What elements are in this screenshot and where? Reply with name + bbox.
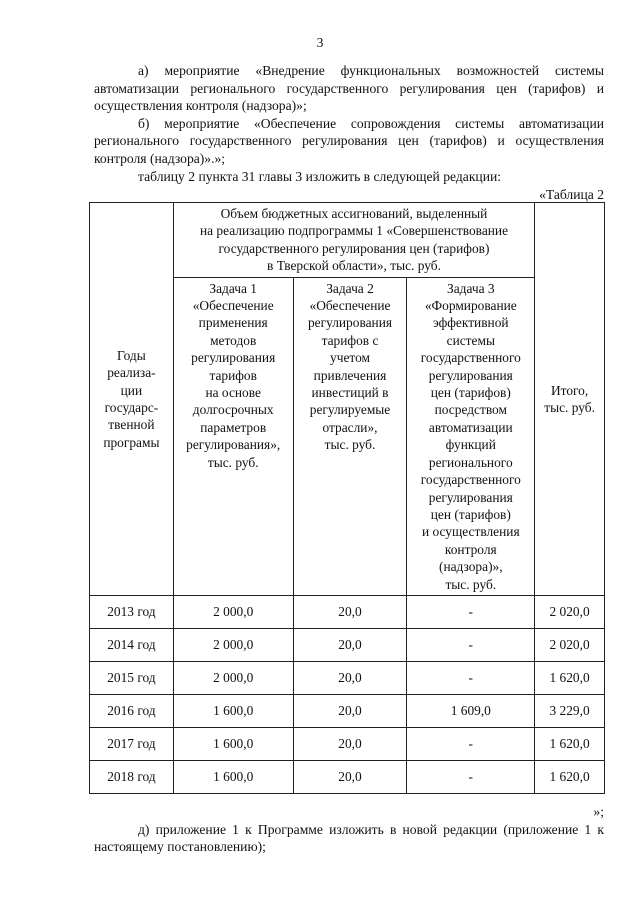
cell-total: 2 020,0 <box>535 595 605 628</box>
cell-task3: - <box>407 760 535 793</box>
cell-task1: 2 000,0 <box>173 595 293 628</box>
cell-task1: 2 000,0 <box>173 628 293 661</box>
header-task3: Задача 3 «Формирование эффективной системы государственного регулирования цен (тарифов) посредством автоматизации функций регионального государственного регулирования цен (тарифов) и осуществления контроля (надзора)», тыс. руб. <box>407 277 535 595</box>
header-task2: Задача 2 «Обеспечение регулирования тарифов с учетом привлечения инвестиций в регулируемые отрасли», тыс. руб. <box>293 277 407 595</box>
table-row <box>90 694 605 727</box>
cell-total: 2 020,0 <box>535 628 605 661</box>
header-budget-group: Объем бюджетных ассигнований, выделенный на реализацию подпрограммы 1 «Совершенствование государственного регулирования цен (тарифов) в Тверской области», тыс. руб. <box>173 203 534 278</box>
table-row <box>90 628 605 661</box>
cell-year: 2014 год <box>90 628 174 661</box>
cell-task3: - <box>407 661 535 694</box>
after-table-text <box>94 803 604 856</box>
cell-total: 1 620,0 <box>535 661 605 694</box>
cell-task1: 1 600,0 <box>173 694 293 727</box>
cell-task1: 2 000,0 <box>173 661 293 694</box>
table-body <box>90 595 605 793</box>
paragraph-b: б) мероприятие «Обеспечение сопровождения системы автоматизации регионального государственного регулирования цен (тарифов) и осуществления контроля (надзора)».»; <box>94 115 604 166</box>
cell-year: 2017 год <box>90 727 174 760</box>
cell-total: 1 620,0 <box>535 727 605 760</box>
header-total: Итого, тыс. руб. <box>535 203 605 596</box>
cell-task3: - <box>407 595 535 628</box>
budget-table <box>89 202 605 794</box>
cell-task3: - <box>407 628 535 661</box>
paragraph-d: д) приложение 1 к Программе изложить в новой редакции (приложение 1 к настоящему постановлению); <box>94 821 604 855</box>
paragraph-v: таблицу 2 пункта 31 главы 3 изложить в следующей редакции: <box>138 168 502 184</box>
closing-mark: »; <box>593 804 604 819</box>
table-row <box>90 595 605 628</box>
cell-year: 2018 год <box>90 760 174 793</box>
table-caption: «Таблица 2 <box>539 187 604 202</box>
cell-task1: 1 600,0 <box>173 727 293 760</box>
table-header-row <box>90 203 605 278</box>
cell-total: 3 229,0 <box>535 694 605 727</box>
cell-task2: 20,0 <box>293 694 407 727</box>
paragraph-a: а) мероприятие «Внедрение функциональных возможностей системы автоматизации регионального государственного регулирования цен (тарифов) и осуществления контроля (надзора)»; <box>94 63 604 114</box>
body-text <box>94 62 604 185</box>
cell-year: 2015 год <box>90 661 174 694</box>
cell-task2: 20,0 <box>293 760 407 793</box>
cell-task3: - <box>407 727 535 760</box>
cell-task1: 1 600,0 <box>173 760 293 793</box>
table-row <box>90 661 605 694</box>
cell-task3: 1 609,0 <box>407 694 535 727</box>
cell-year: 2016 год <box>90 694 174 727</box>
cell-task2: 20,0 <box>293 595 407 628</box>
table-row <box>90 727 605 760</box>
table-row <box>90 760 605 793</box>
cell-task2: 20,0 <box>293 628 407 661</box>
header-task1: Задача 1 «Обеспечение применения методов регулирования тарифов на основе долгосрочных параметров регулирования», тыс. руб. <box>173 277 293 595</box>
cell-task2: 20,0 <box>293 727 407 760</box>
page-number: 3 <box>316 35 324 50</box>
header-years: Годы реализа- ции государс- твенной програмы <box>90 203 174 596</box>
cell-year: 2013 год <box>90 595 174 628</box>
cell-task2: 20,0 <box>293 661 407 694</box>
cell-total: 1 620,0 <box>535 760 605 793</box>
